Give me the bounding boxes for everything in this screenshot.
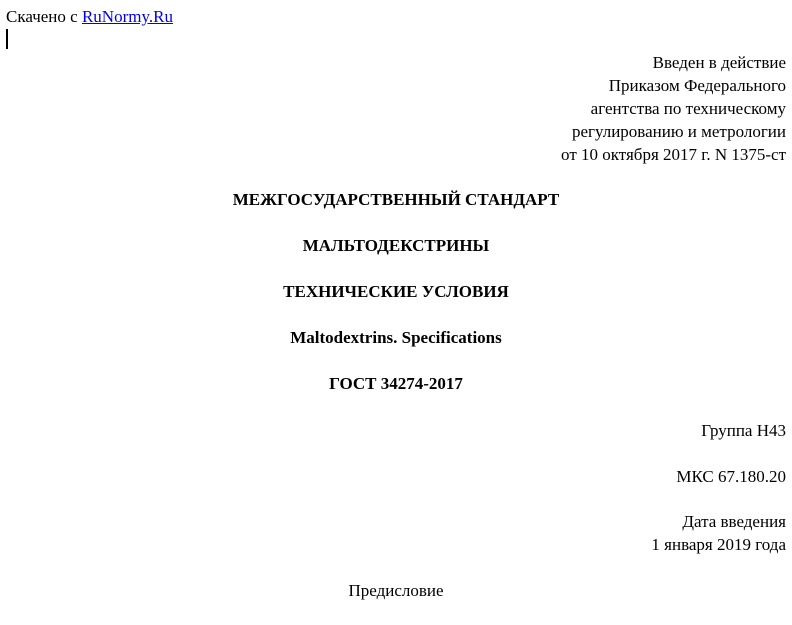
product-title: МАЛЬТОДЕКСТРИНЫ <box>302 236 490 255</box>
intro-date-label: Дата введения <box>682 512 786 531</box>
runormy-link[interactable]: RuNormy.Ru <box>81 7 173 26</box>
standard-type-heading: МЕЖГОСУДАРСТВЕННЫЙ СТАНДАРТ <box>232 190 560 209</box>
text-cursor <box>6 29 8 49</box>
intro-date-block <box>651 510 786 556</box>
enactment-line-4: регулированию и метрологии <box>571 122 786 141</box>
specifications-title: ТЕХНИЧЕСКИЕ УСЛОВИЯ <box>283 282 509 301</box>
intro-date-value: 1 января 2019 года <box>651 535 786 554</box>
enactment-line-5: от 10 октября 2017 г. N 1375-ст <box>561 145 786 164</box>
enactment-line-3: агентства по техническому <box>590 99 786 118</box>
enactment-line-1: Введен в действие <box>652 53 786 72</box>
download-source-line <box>6 5 173 28</box>
download-prefix: Скачено с <box>6 7 78 26</box>
gost-number: ГОСТ 34274-2017 <box>329 374 463 393</box>
enactment-line-2: Приказом Федерального <box>608 76 786 95</box>
mks-code: МКС 67.180.20 <box>676 467 786 486</box>
group-code: Группа Н43 <box>701 421 786 440</box>
english-title: Maltodextrins. Specifications <box>290 328 502 347</box>
foreword-heading: Предисловие <box>348 581 444 600</box>
enactment-block <box>561 51 786 166</box>
